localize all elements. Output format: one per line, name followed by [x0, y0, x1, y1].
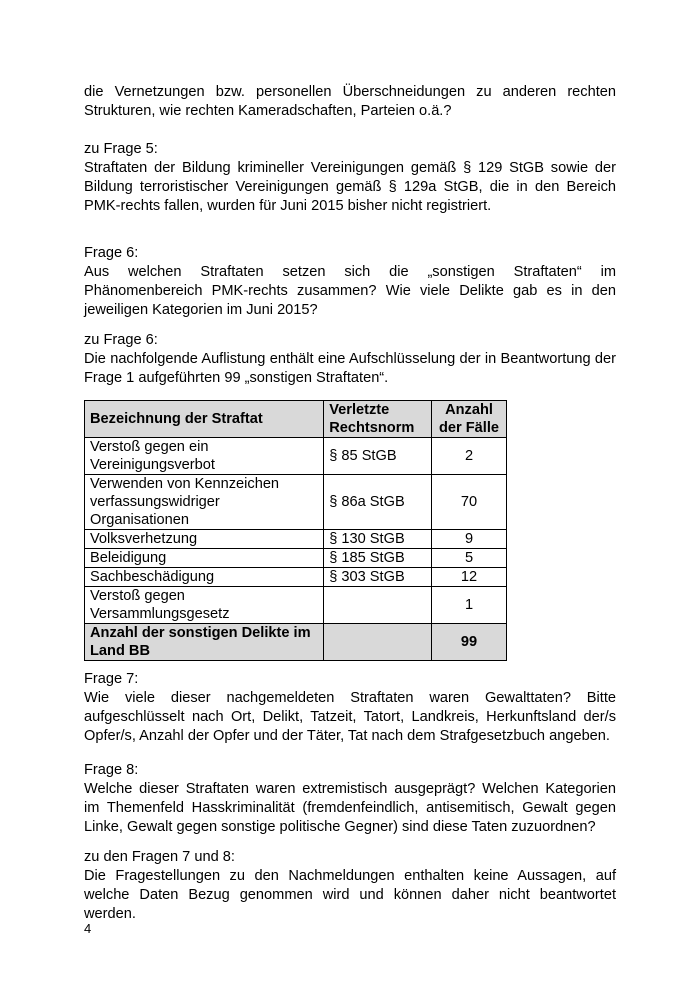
- norm-cell: § 185 StGB: [324, 549, 432, 568]
- table-header-row: [85, 401, 507, 438]
- total-label: Anzahl der sonstigen Delikte im Land BB: [85, 624, 324, 661]
- offense-cell: Sachbeschädigung: [85, 568, 324, 587]
- norm-cell: § 130 StGB: [324, 530, 432, 549]
- answer78-text: Die Fragestellungen zu den Nachmeldungen enthalten keine Aussagen, auf welche Daten Bezug genommen wird und können daher nicht beantwortet werden.: [84, 868, 616, 922]
- offense-cell: Verstoß gegen Versammlungsgesetz: [85, 587, 324, 624]
- table-row: [85, 568, 507, 587]
- table-row: [85, 549, 507, 568]
- offense-cell: Volksverhetzung: [85, 530, 324, 549]
- intro-paragraph: die Vernetzungen bzw. personellen Überschneidungen zu anderen rechten Strukturen, wie rechten Kameradschaften, Parteien o.ä.?: [84, 84, 616, 119]
- answer5-heading: zu Frage 5:: [84, 141, 158, 157]
- count-cell: 1: [432, 587, 507, 624]
- question8-heading: Frage 8:: [84, 762, 139, 778]
- total-norm: [324, 624, 432, 661]
- question6-heading: Frage 6:: [84, 245, 139, 261]
- norm-cell: § 85 StGB: [324, 438, 432, 475]
- offense-cell: Beleidigung: [85, 549, 324, 568]
- offense-cell: Verstoß gegen ein Vereinigungsverbot: [85, 438, 324, 475]
- answer6-text: Die nachfolgende Auflistung enthält eine Aufschlüsselung der in Beantwortung der Frage 1 aufgeführten 99 „sonstigen Straftaten“.: [84, 351, 616, 386]
- answer5-text: Straftaten der Bildung krimineller Vereinigungen gemäß § 129 StGB sowie der Bildung terroristischer Vereinigungen gemäß § 129a StGB, die in den Bereich PMK-rechts fallen, wurden für Juni 2015 bisher nicht registriert.: [84, 160, 616, 214]
- question7-text: Wie viele dieser nachgemeldeten Straftaten waren Gewalttaten? Bitte aufgeschlüsselt nach Ort, Delikt, Tatzeit, Tatort, Landkreis, Herkunftsland der/s Opfer/s, Anzahl der Opfer und der Täter, Tat nach dem Strafgesetzbuch angeben.: [84, 690, 616, 744]
- question6-text: Aus welchen Straftaten setzen sich die „sonstigen Straftaten“ im Phänomenbereich PMK-rechts zusammen? Wie viele Delikte gab es in den jeweiligen Kategorien im Juni 2015?: [84, 264, 616, 318]
- header-offense: Bezeichnung der Straftat: [85, 401, 324, 438]
- norm-cell: [324, 587, 432, 624]
- count-cell: 5: [432, 549, 507, 568]
- question7-heading: Frage 7:: [84, 671, 139, 687]
- norm-cell: § 86a StGB: [324, 475, 432, 530]
- table-row: [85, 530, 507, 549]
- table-row: [85, 587, 507, 624]
- header-norm: Verletzte Rechtsnorm: [324, 401, 432, 438]
- offense-table: [84, 400, 507, 661]
- page-number: 4: [84, 921, 92, 936]
- answer78-heading: zu den Fragen 7 und 8:: [84, 849, 235, 865]
- count-cell: 12: [432, 568, 507, 587]
- table-row: [85, 438, 507, 475]
- header-count: Anzahl der Fälle: [432, 401, 507, 438]
- count-cell: 2: [432, 438, 507, 475]
- total-count: 99: [432, 624, 507, 661]
- answer6-heading: zu Frage 6:: [84, 332, 158, 348]
- count-cell: 70: [432, 475, 507, 530]
- table-total-row: [85, 624, 507, 661]
- table-row: [85, 475, 507, 530]
- norm-cell: § 303 StGB: [324, 568, 432, 587]
- offense-cell: Verwenden von Kennzeichen verfassungswidriger Organisationen: [85, 475, 324, 530]
- count-cell: 9: [432, 530, 507, 549]
- question8-text: Welche dieser Straftaten waren extremistisch ausgeprägt? Welchen Kategorien im Themenfeld Hasskriminalität (fremdenfeindlich, antisemitisch, Gewalt gegen Linke, Gewalt gegen sonstige politische Gegner) sind diese Taten zuzuordnen?: [84, 781, 616, 835]
